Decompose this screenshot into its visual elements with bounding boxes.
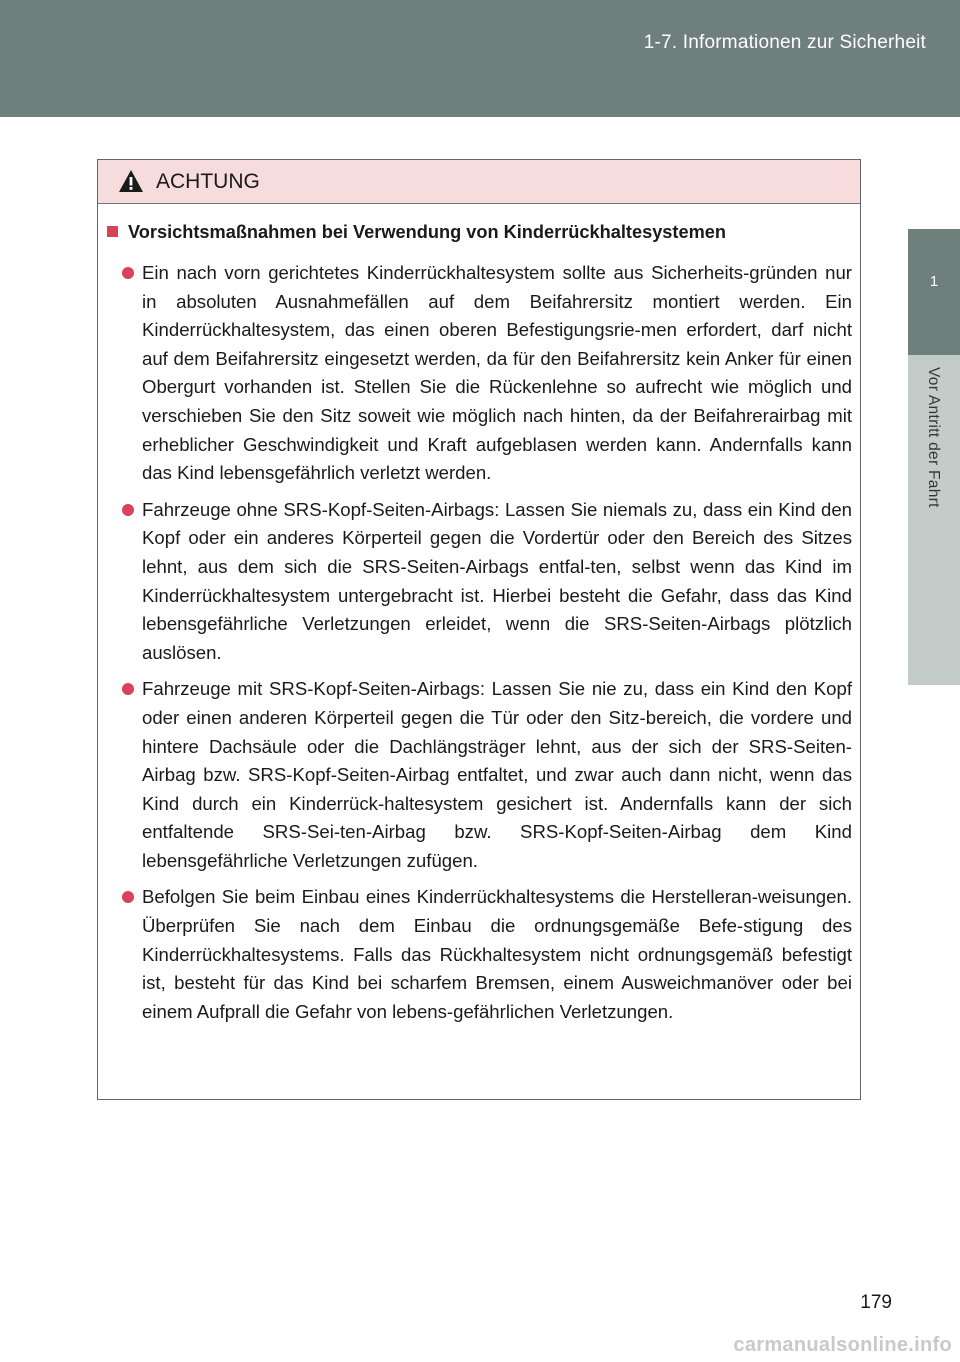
warning-section bbox=[98, 217, 860, 1026]
chapter-label: Vor Antritt der Fahrt bbox=[925, 367, 942, 508]
warning-section-title bbox=[98, 217, 860, 247]
chapter-number: 1 bbox=[929, 273, 939, 290]
warning-header bbox=[98, 160, 860, 204]
bullet-icon bbox=[122, 891, 134, 903]
page-number: 179 bbox=[860, 1292, 892, 1313]
page-header bbox=[0, 0, 960, 117]
bullet-icon bbox=[122, 683, 134, 695]
list-item-text: Ein nach vorn gerichtetes Kinderrückhaltesystem sollte aus Sicherheits-gründen nur in absoluten Ausnahmefällen auf dem Beifahrersitz montiert werden. Ein Kinderrückhaltesystem, das einen oberen Befestigungsrie-men erfordert, darf nicht auf dem Beifahrersitz eingesetzt werden, da für den Beifahrersitz kein Anker für einen Obergurt vorhanden ist. Stellen Sie die Rückenlehne so aufrecht wie möglich und verschieben Sie den Sitz soweit wie möglich nach hinten, da der Beifahrerairbag mit erheblicher Geschwindigkeit und Kraft aufgeblasen werden kann. Andernfalls kann das Kind lebensgefährlich verletzt werden. bbox=[142, 262, 852, 484]
list-item bbox=[142, 883, 852, 1026]
list-item bbox=[142, 496, 852, 668]
section-title: 1-7. Informationen zur Sicherheit bbox=[643, 32, 926, 53]
warning-label: ACHTUNG bbox=[156, 170, 260, 193]
list-item-text: Fahrzeuge ohne SRS-Kopf-Seiten-Airbags: Lassen Sie niemals zu, dass ein Kind den Kopf oder ein anderes Körperteil gegen die Vordertür oder den Bereich des Sitzes lehnt, aus dem sich die SRS-Seiten-Airbags entfal-ten, selbst wenn das Kind im Kinderrückhaltesystem untergebracht ist. Hierbei besteht die Gefahr, dass das Kind lebensgefährliche Verletzungen erleidet, wenn die SRS-Seiten-Airbags plötzlich auslösen. bbox=[142, 498, 852, 663]
list-item-text: Fahrzeuge mit SRS-Kopf-Seiten-Airbags: Lassen Sie nie zu, dass ein Kind den Kopf oder einen anderen Körperteil gegen die Tür oder den Sitz-bereich, die vordere und hintere Dachsäule oder die Dachlängsträger lehnt, aus der sich der SRS-Seiten-Airbag bzw. SRS-Kopf-Seiten-Airbag entfaltet, und zwar auch dann nicht, wenn das Kind durch ein Kinderrück-haltesystem gesichert ist. Andernfalls kann der sich entfaltende SRS-Sei-ten-Airbag bzw. SRS-Kopf-Seiten-Airbag dem Kind lebensgefährliche Verletzungen zufügen. bbox=[142, 678, 852, 871]
list-item bbox=[142, 259, 852, 488]
square-bullet-icon bbox=[107, 226, 118, 237]
warning-section-title-text: Vorsichtsmaßnahmen bei Verwendung von Kinderrückhaltesystemen bbox=[128, 222, 726, 242]
bullet-icon bbox=[122, 267, 134, 279]
list-item-text: Befolgen Sie beim Einbau eines Kinderrückhaltesystems die Herstelleran-weisungen. Überprüfen Sie nach dem Einbau die ordnungsgemäße Befe-stigung des Kinderrückhaltesystems. Falls das Rückhaltesystem nicht ordnungsgemäß befestigt ist, besteht für das Kind bei scharfem Bremsen, einem Ausweichmanöver oder bei einem Aufprall die Gefahr von lebens-gefährlichen Verletzungen. bbox=[142, 886, 852, 1022]
chapter-tab bbox=[908, 229, 960, 355]
warning-triangle-icon bbox=[118, 169, 144, 193]
chapter-tab-label-area bbox=[908, 355, 960, 685]
watermark: carmanualsonline.info bbox=[733, 1334, 952, 1356]
list-item bbox=[142, 675, 852, 875]
bullet-icon bbox=[122, 504, 134, 516]
warning-box bbox=[97, 159, 861, 1100]
